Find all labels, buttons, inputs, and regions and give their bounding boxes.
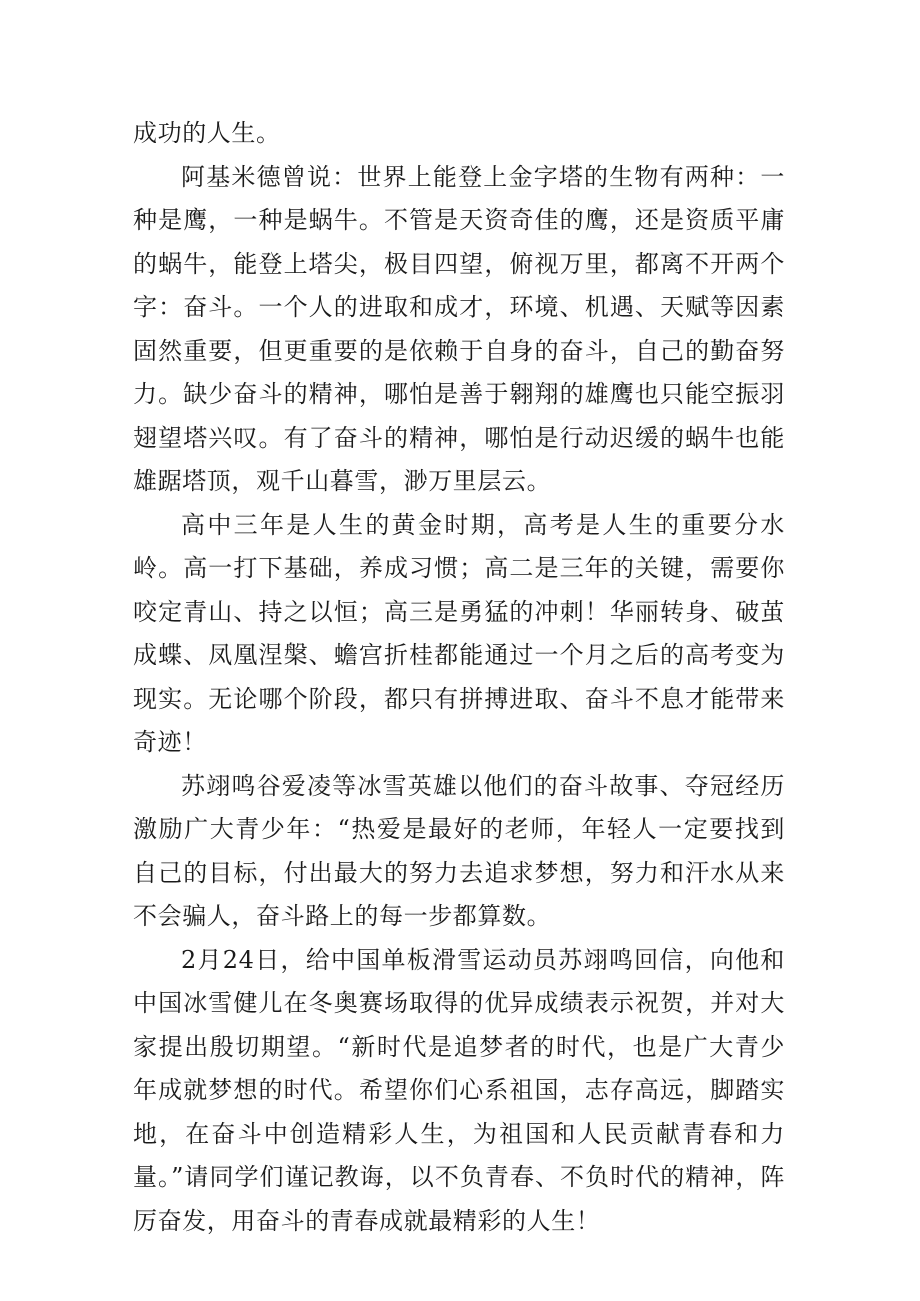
paragraph-5: 2月24日，给中国单板滑雪运动员苏翊鸣回信，向他和中国冰雪健儿在冬奥赛场取得的优异成绩表示祝贺，并对大家提出殷切期望。“新时代是追梦者的时代，也是广大青少年成就梦想的时代。希望你们心系祖国，志存高远，脚踏实地，在奋斗中创造精彩人生，为祖国和人民贡献青春和力量。”请同学们谨记教诲，以不负青春、不负时代的精神，阵厉奋发，用奋斗的青春成就最精彩的人生！ [133,945,785,1235]
paragraph-4: 苏翊鸣谷爱凌等冰雪英雄以他们的奋斗故事、夺冠经历激励广大青少年：“热爱是最好的老师，年轻人一定要找到自己的目标，付出最大的努力去追求梦想，努力和汗水从来不会骗人，奋斗路上的每一步都算数。 [133,771,785,930]
paragraph-1: 成功的人生。 [133,119,281,147]
paragraph-3: 高中三年是人生的黄金时期，高考是人生的重要分水岭。高一打下基础，养成习惯；高二是三年的关键，需要你咬定青山、持之以恒；高三是勇猛的冲刺！华丽转身、破茧成蝶、凤凰涅槃、蟾宫折桂都能通过一个月之后的高考变为现实。无论哪个阶段，都只有拼搏进取、奋斗不息才能带来奇迹！ [133,510,785,756]
paragraph-2: 阿基米德曾说：世界上能登上金字塔的生物有两种：一种是鹰，一种是蜗牛。不管是天资奇佳的鹰，还是资质平庸的蜗牛，能登上塔尖，极目四望，俯视万里，都离不开两个字：奋斗。一个人的进取和成才，环境、机遇、天赋等因素固然重要，但更重要的是依赖于自身的奋斗，自己的勤奋努力。缺少奋斗的精神，哪怕是善于翱翔的雄鹰也只能空振羽翅望塔兴叹。有了奋斗的精神，哪怕是行动迟缓的蜗牛也能雄踞塔顶，观千山暮雪，渺万里层云。 [133,162,785,495]
document-body [133,112,785,1243]
